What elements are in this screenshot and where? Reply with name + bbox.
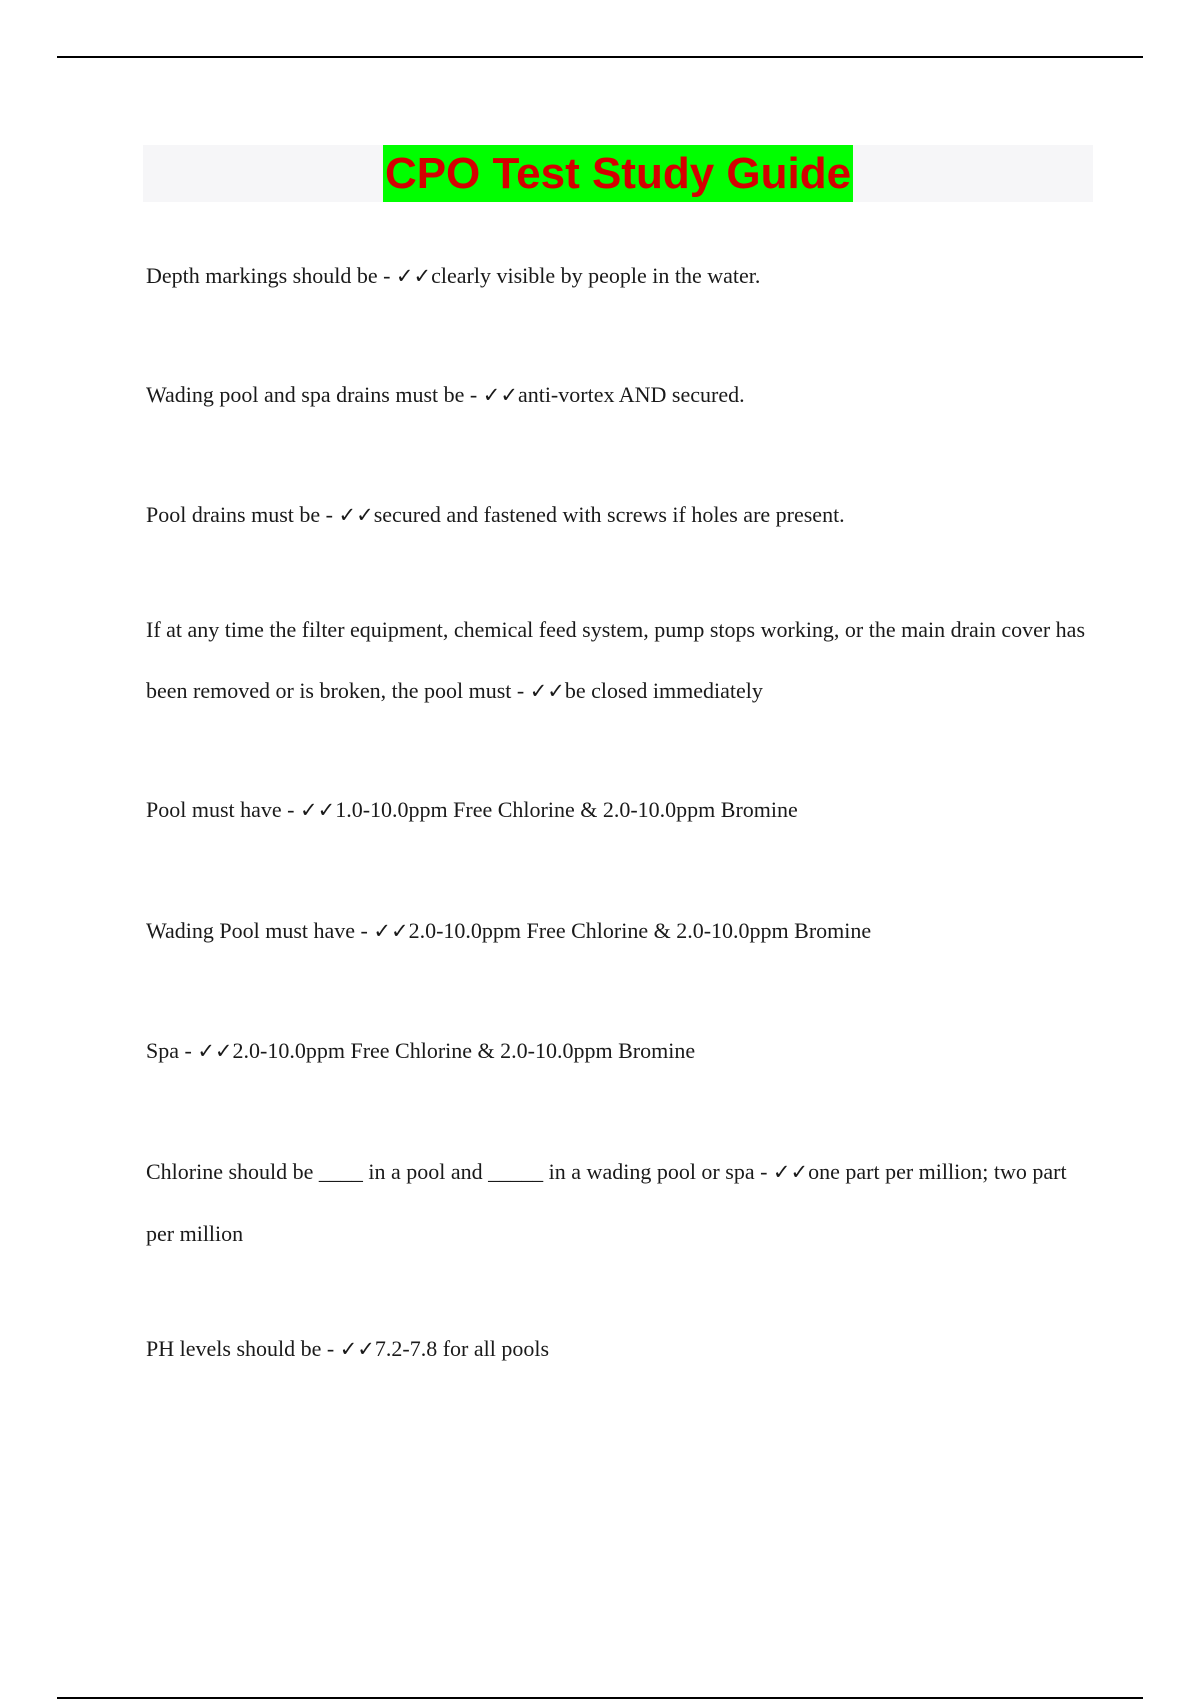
question-text: Pool must have - bbox=[146, 797, 300, 822]
answer-text: anti-vortex AND secured. bbox=[517, 382, 745, 407]
answer-text: 2.0-10.0ppm Free Chlorine & 2.0-10.0ppm Bromine bbox=[408, 918, 872, 943]
double-check-icon: ✓✓ bbox=[772, 1160, 809, 1184]
double-check-icon: ✓✓ bbox=[373, 919, 409, 943]
bottom-rule bbox=[57, 1697, 1143, 1699]
question-text: If at any time the filter equipment, chemical feed system, pump stops working, or the main drain cover has been removed or is broken, the pool must - bbox=[146, 617, 1086, 703]
question-text: Wading Pool must have - bbox=[146, 918, 374, 943]
title-band bbox=[143, 145, 1093, 202]
question-text: Pool drains must be - bbox=[146, 502, 339, 527]
double-check-icon: ✓✓ bbox=[482, 383, 518, 407]
qa-item-3 bbox=[146, 484, 1096, 546]
double-check-icon: ✓✓ bbox=[339, 1337, 375, 1361]
double-check-icon: ✓✓ bbox=[197, 1039, 233, 1063]
question-text: PH levels should be - bbox=[146, 1336, 340, 1361]
answer-text: 1.0-10.0ppm Free Chlorine & 2.0-10.0ppm Bromine bbox=[335, 797, 798, 822]
qa-item-4 bbox=[146, 599, 1096, 722]
qa-item-6 bbox=[146, 900, 1096, 962]
question-text: Chlorine should be ____ in a pool and _____ in a wading pool or spa - bbox=[146, 1159, 773, 1184]
qa-item-1 bbox=[146, 245, 1096, 307]
answer-text: clearly visible by people in the water. bbox=[431, 263, 761, 288]
question-text: Depth markings should be - bbox=[146, 263, 396, 288]
double-check-icon: ✓✓ bbox=[338, 503, 374, 527]
answer-text: be closed immediately bbox=[564, 678, 763, 703]
qa-item-8 bbox=[146, 1141, 1096, 1264]
qa-item-5 bbox=[146, 779, 1096, 841]
answer-text: 7.2-7.8 for all pools bbox=[374, 1336, 550, 1361]
double-check-icon: ✓✓ bbox=[300, 798, 336, 822]
answer-text: one part per million; two part per million bbox=[146, 1159, 1067, 1246]
top-rule bbox=[57, 56, 1143, 58]
double-check-icon: ✓✓ bbox=[395, 264, 432, 288]
qa-item-9 bbox=[146, 1318, 1096, 1380]
answer-text: secured and fastened with screws if holes are present. bbox=[373, 502, 845, 527]
qa-item-7 bbox=[146, 1020, 1096, 1082]
answer-text: 2.0-10.0ppm Free Chlorine & 2.0-10.0ppm Bromine bbox=[232, 1038, 696, 1063]
double-check-icon: ✓✓ bbox=[529, 679, 565, 703]
page-title: CPO Test Study Guide bbox=[383, 145, 853, 202]
question-text: Spa - bbox=[146, 1038, 198, 1063]
question-text: Wading pool and spa drains must be - bbox=[146, 382, 483, 407]
qa-item-2 bbox=[146, 364, 1096, 426]
